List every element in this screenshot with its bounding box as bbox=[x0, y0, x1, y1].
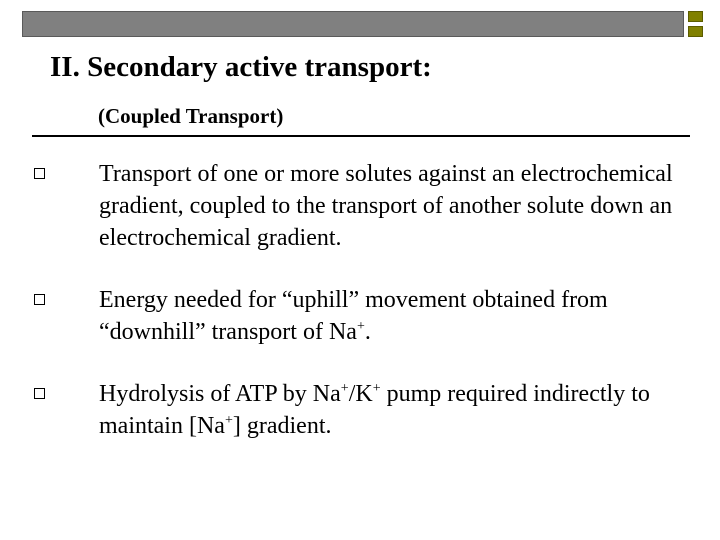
bullet-text-segment: Transport of one or more solutes against an electrochemical gradient, coupled to the transport of another solute down an electrochemical gradient. bbox=[99, 161, 673, 251]
bullet-text-segment: Energy needed for “uphill” movement obtained from “downhill” transport of Na bbox=[99, 287, 608, 345]
hollow-square-bullet-icon bbox=[34, 388, 45, 399]
bullet-text-segment: ] gradient. bbox=[232, 413, 332, 439]
bullet-text-segment: Hydrolysis of ATP by Na bbox=[99, 381, 341, 407]
bullet-text bbox=[99, 287, 608, 345]
bullet-text-segment: pump required indirectly to maintain [Na bbox=[99, 381, 650, 439]
superscript: + bbox=[340, 381, 349, 396]
bullet-text bbox=[99, 161, 673, 251]
slide-title: II. Secondary active transport: bbox=[50, 51, 432, 83]
hollow-square-bullet-icon bbox=[34, 294, 45, 305]
hollow-square-bullet-icon bbox=[34, 168, 45, 179]
bullet-text bbox=[99, 381, 650, 439]
superscript: + bbox=[372, 381, 381, 396]
bullet-text-segment: . bbox=[364, 319, 371, 345]
superscript: + bbox=[356, 319, 365, 334]
bullet-item bbox=[99, 158, 699, 254]
bullet-item bbox=[99, 284, 699, 348]
bullet-item bbox=[99, 378, 699, 442]
slide-subtitle: (Coupled Transport) bbox=[98, 104, 284, 128]
superscript: + bbox=[224, 413, 233, 428]
bullet-text-segment: /K bbox=[348, 381, 373, 407]
